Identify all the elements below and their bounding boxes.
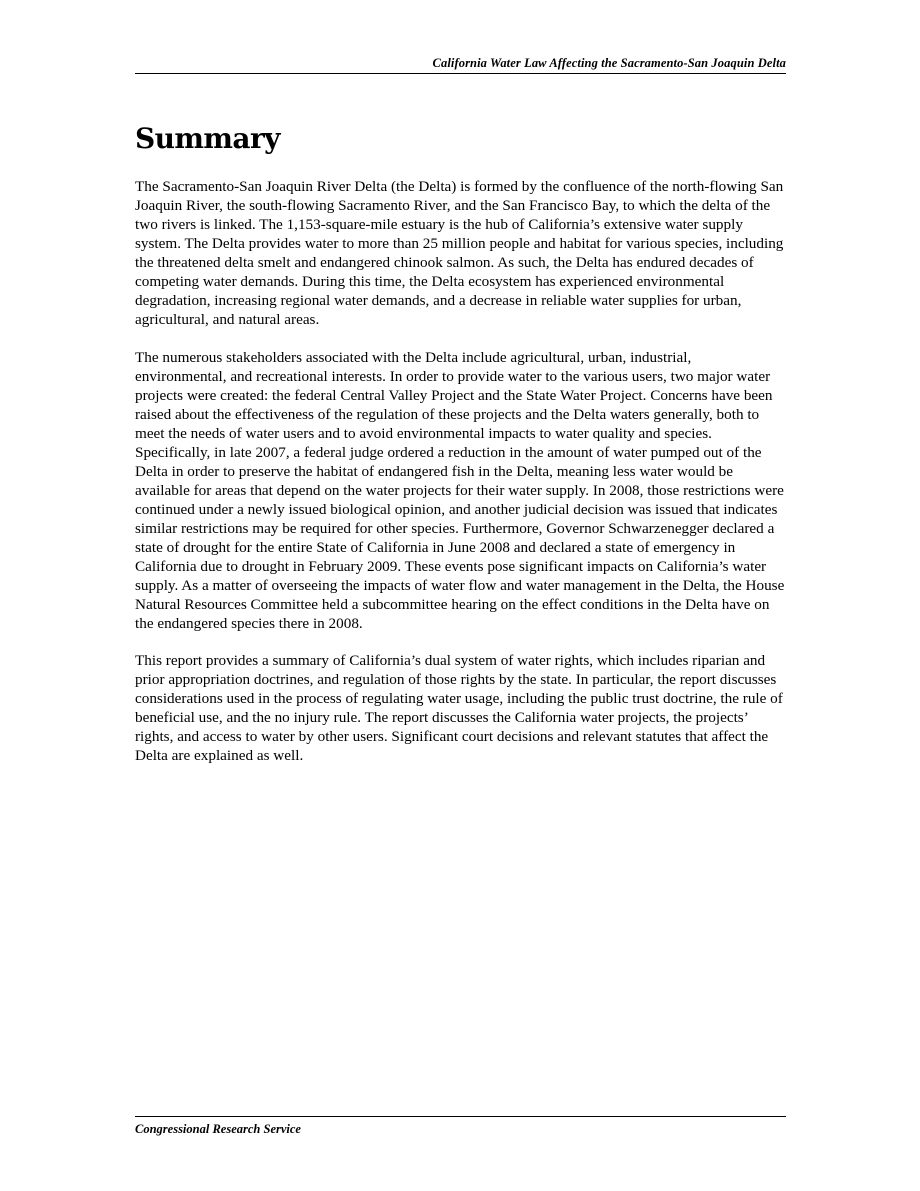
summary-heading: Summary	[135, 122, 280, 155]
summary-body	[135, 177, 786, 784]
page-footer	[135, 1116, 786, 1137]
running-title: California Water Law Affecting the Sacramento-San Joaquin Delta	[432, 56, 786, 70]
page-header	[135, 56, 786, 74]
summary-paragraph-2: The numerous stakeholders associated with the Delta include agricultural, urban, industrial, environmental, and recreational interests. In order to provide water to the various users, two major water projects were created: the federal Central Valley Project and the State Water Project. Concerns have been raised about the effectiveness of the regulation of these projects and the Delta waters generally, both to meet the needs of water users and to avoid environmental impacts to water quality and species. Specifically, in late 2007, a federal judge ordered a reduction in the amount of water pumped out of the Delta in order to preserve the habitat of endangered fish in the Delta, meaning less water would be available for areas that depend on the water projects for their water supply. In 2008, those restrictions were continued under a newly issued biological opinion, and another judicial decision was issued that indicates similar restrictions may be required for other species. Furthermore, Governor Schwarzenegger declared a state of drought for the entire State of California in June 2008 and declared a state of emergency in California due to drought in February 2009. These events pose significant impacts on California’s water supply. As a matter of overseeing the impacts of water flow and water management in the Delta, the House Natural Resources Committee held a subcommittee hearing on the effect conditions in the Delta have on the endangered species there in 2008.	[135, 348, 785, 632]
summary-paragraph-3: This report provides a summary of California’s dual system of water rights, which includes riparian and prior appropriation doctrines, and regulation of those rights by the state. In particular, the report discusses considerations used in the process of regulating water usage, including the public trust doctrine, the rule of beneficial use, and the no injury rule. The report discusses the California water projects, the projects’ rights, and access to water by other users. Significant court decisions and relevant statutes that affect the Delta are explained as well.	[135, 652, 783, 764]
summary-paragraph-1: The Sacramento-San Joaquin River Delta (the Delta) is formed by the confluence of the north-flowing San Joaquin River, the south-flowing Sacramento River, and the San Francisco Bay, to which the delta of the two rivers is linked. The 1,153-square-mile estuary is the hub of California’s extensive water supply system. The Delta provides water to more than 25 million people and habitat for various species, including the threatened delta smelt and endangered chinook salmon. As such, the Delta has endured decades of competing water demands. During this time, the Delta ecosystem has experienced environmental degradation, increasing regional water demands, and a decrease in reliable water supplies for urban, agricultural, and natural areas.	[135, 178, 784, 328]
footer-text: Congressional Research Service	[135, 1122, 301, 1136]
